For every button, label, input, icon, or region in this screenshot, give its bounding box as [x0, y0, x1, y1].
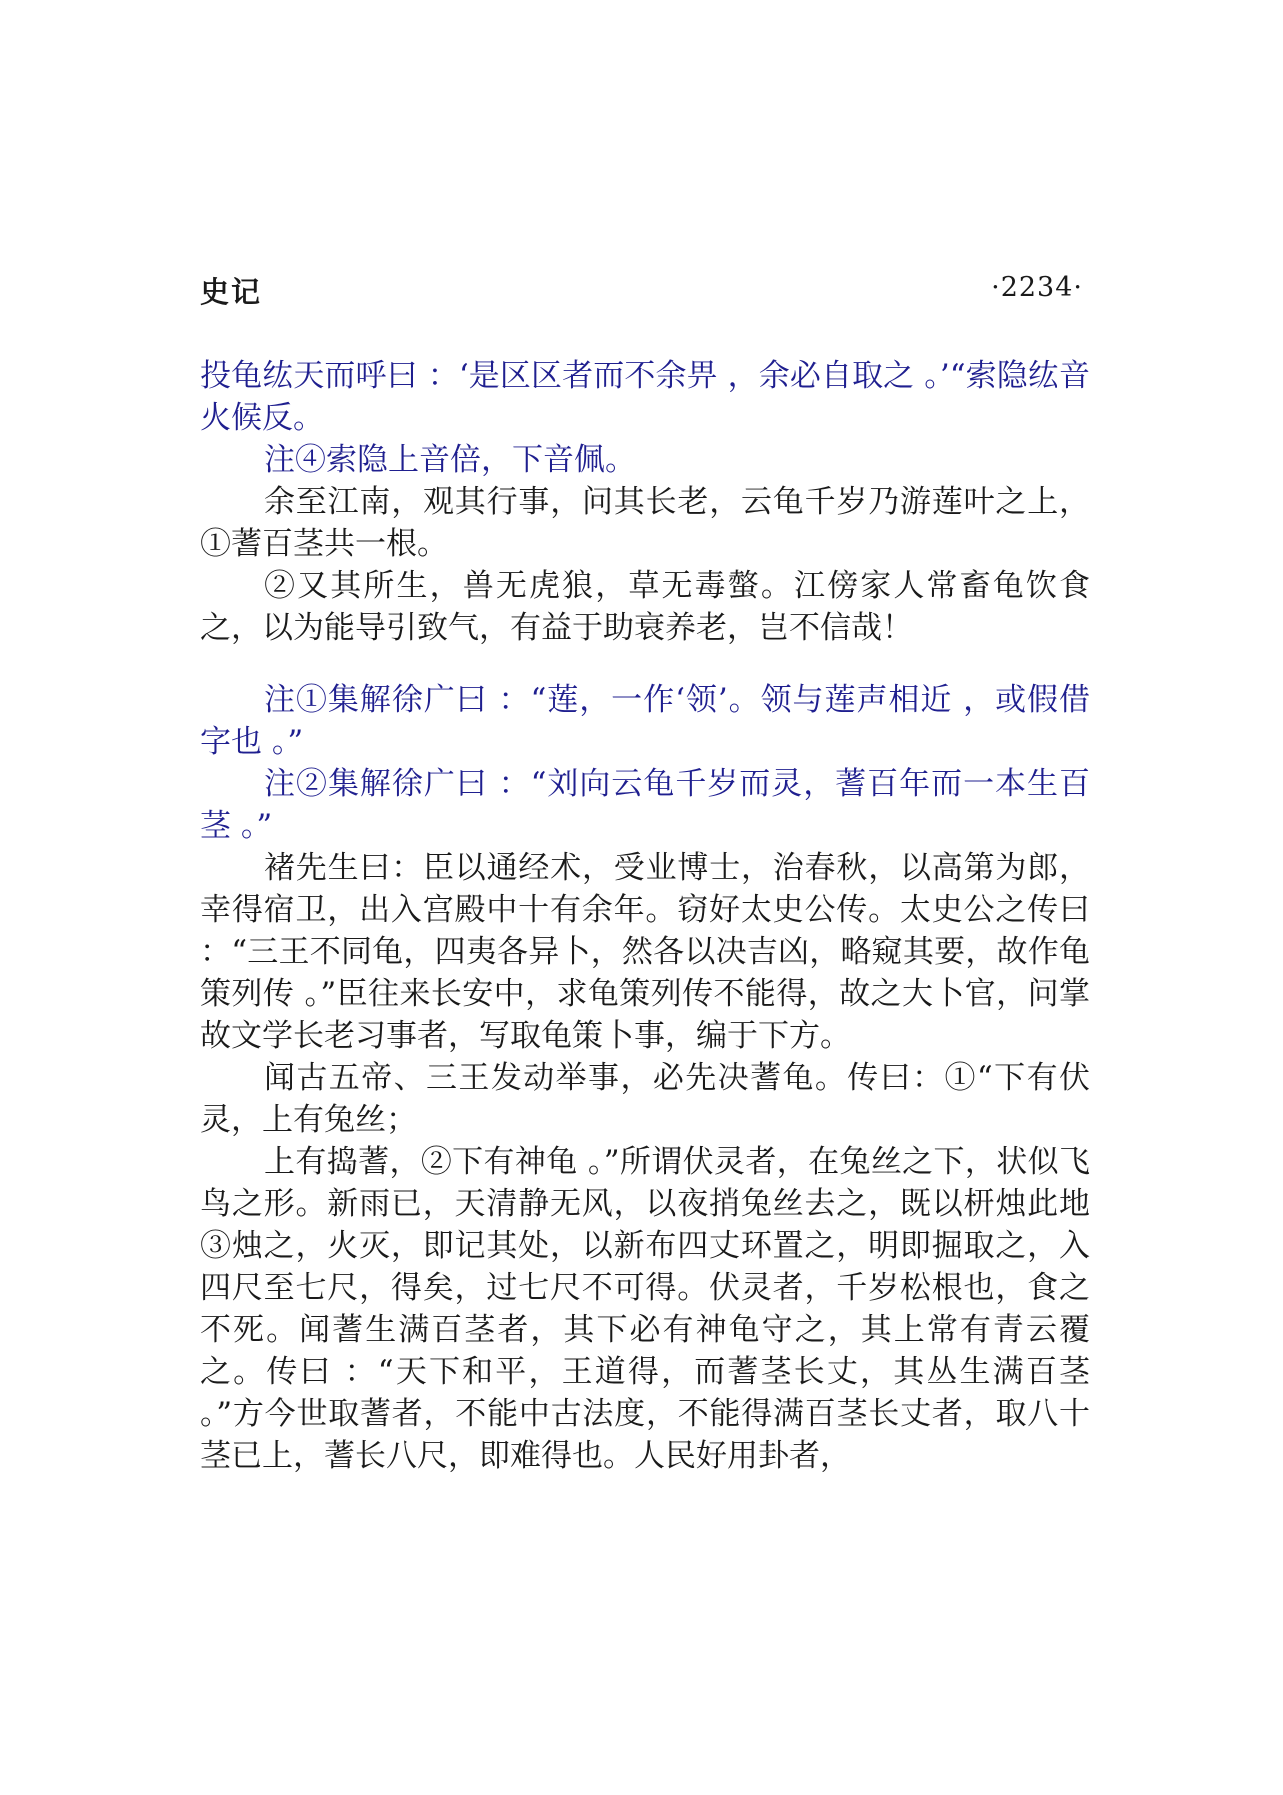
note-paragraph: 注①集解徐广曰 ：“莲，一作‘领’。领与莲声相近 ，或假借字也 。”: [200, 682, 1090, 760]
body-paragraph: 上有捣蓍，②下有神龟 。”所谓伏灵者，在兔丝之下，状似飞鸟之形。新雨已，天清静无风，以夜捎兔丝去之，既以枅烛此地③烛之，火灭，即记其处，以新布四丈环置之，明即掘取之，入四尺至七尺，得矣，过七尺不可得。伏灵者，千岁松根也，食之不死。闻蓍生满百茎者，其下必有神龟守之，其上常有青云覆之。传曰 ：“天下和平，王道得，而蓍茎长丈，其丛生满百茎 。”方今世取蓍者，不能中古法度，不能得满百茎长丈者，取八十茎已上，蓍长八尺，即难得也。人民好用卦者，: [200, 1144, 1090, 1474]
page-number: ·2234·: [991, 272, 1083, 303]
note-paragraph: 注④索隐上音倍，下音佩。: [264, 442, 636, 478]
body-paragraph: 闻古五帝、三王发动举事，必先决蓍龟。传曰：①“下有伏灵，上有兔丝；: [200, 1060, 1090, 1138]
book-title: 史记: [200, 275, 263, 309]
note-paragraph: 注②集解徐广曰 ：“刘向云龟千岁而灵，蓍百年而一本生百茎 。”: [200, 766, 1090, 844]
page-content: [200, 355, 1090, 1477]
paragraph-gap: [200, 649, 1090, 679]
body-paragraph: ②又其所生，兽无虎狼，草无毒螫。江傍家人常畜龟饮食之，以为能导引致气，有益于助衰养老，岂不信哉！: [200, 568, 1090, 646]
note-paragraph: 投龟纮天而呼曰 ：‘是区区者而不余畀 ，余必自取之 。’“索隐纮音火候反。: [200, 358, 1090, 436]
page-header: [200, 270, 1083, 310]
body-paragraph: 褚先生曰：臣以通经术，受业博士，治春秋，以高第为郎，幸得宿卫，出入宫殿中十有余年。窃好太史公传。太史公之传曰 ：“三王不同龟，四夷各异卜，然各以决吉凶，略窥其要，故作龟策列传 。”臣往来长安中，求龟策列传不能得，故之大卜官，问掌故文学长老习事者，写取龟策卜事，编于下方。: [200, 850, 1090, 1054]
body-paragraph: 余至江南，观其行事，问其长老，云龟千岁乃游莲叶之上，①蓍百茎共一根。: [200, 484, 1090, 562]
